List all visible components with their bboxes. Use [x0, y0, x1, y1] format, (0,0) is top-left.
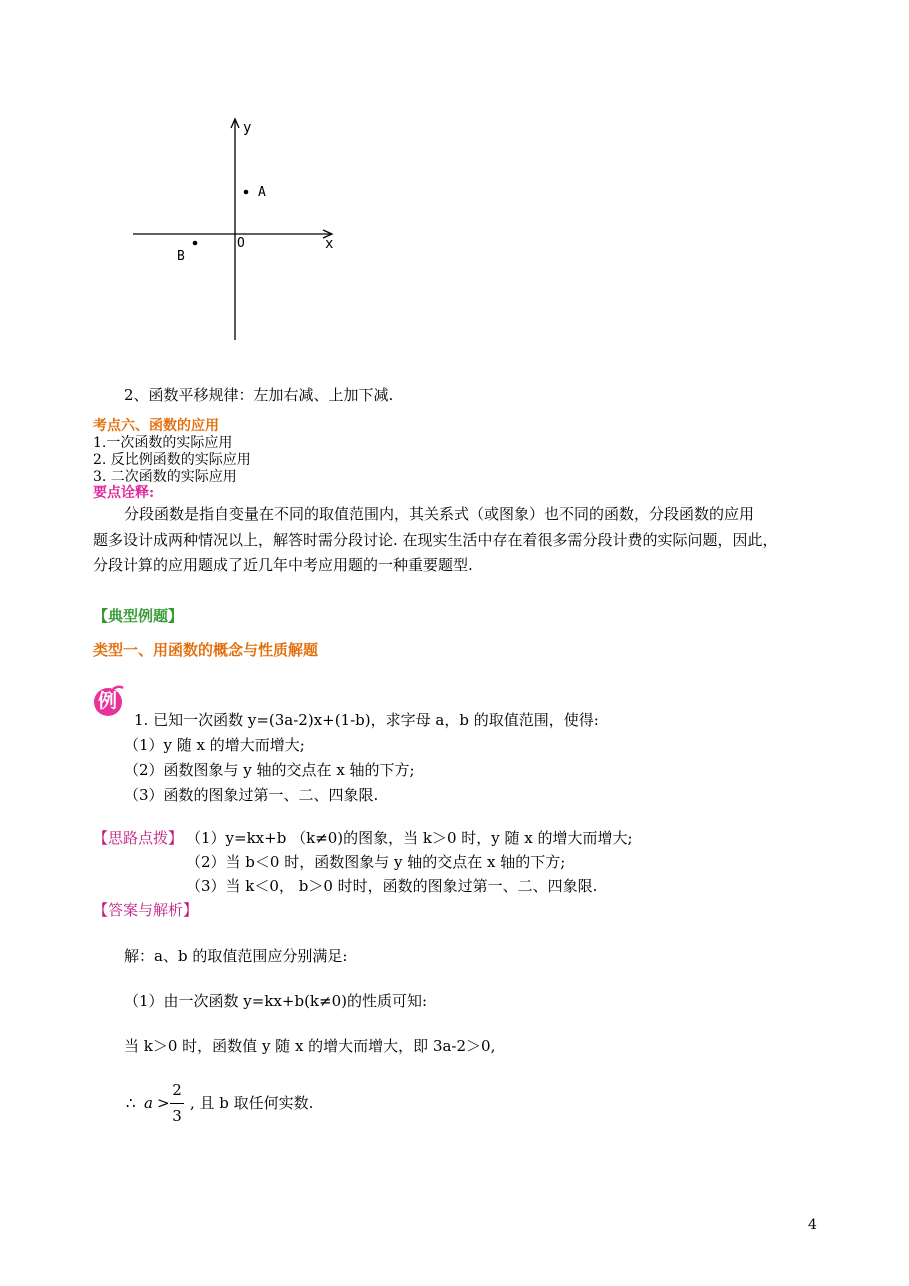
- note-paragraph-line: 分段函数是指自变量在不同的取值范围内，其关系式（或图象）也不同的函数，分段函数的应用: [124, 505, 755, 523]
- x-axis-label: x: [325, 236, 334, 252]
- page-number: 4: [808, 1217, 817, 1233]
- hint-line: （1）y=kx+b （k≠0)的图象，当 k＞0 时，y 随 x 的增大而增大;: [186, 829, 633, 847]
- point-a: [244, 190, 249, 195]
- section6-item: 2. 反比例函数的实际应用: [93, 452, 251, 468]
- fraction-denominator: 3: [172, 1107, 182, 1125]
- section6-item: 1.一次函数的实际应用: [93, 435, 233, 451]
- point-b-label: B: [177, 249, 185, 264]
- example-part: （3）函数的图象过第一、二、四象限.: [124, 786, 379, 804]
- hint-line: （3）当 k＜0， b＞0 时时，函数的图象过第一、二、四象限.: [186, 877, 598, 895]
- example-part: （1）y 随 x 的增大而增大;: [124, 736, 305, 754]
- coordinate-graph: [125, 115, 345, 350]
- variable-a: a: [144, 1094, 153, 1112]
- note-paragraph-line: 题多设计成两种情况以上，解答时需分段讨论. 在现实生活中存在着很多需分段计费的实际问题，因此，: [93, 531, 778, 549]
- answer-line: 当 k＞0 时，函数值 y 随 x 的增大而增大，即 3a-2＞0,: [124, 1037, 496, 1055]
- therefore-symbol: ∴: [126, 1094, 136, 1112]
- example-badge-icon: [93, 683, 127, 717]
- section6-heading: 考点六、函数的应用: [93, 418, 219, 434]
- answer-line: 解：a、b 的取值范围应分别满足:: [124, 947, 348, 965]
- answer-label: 【答案与解析】: [93, 901, 199, 919]
- fraction-bar: [170, 1103, 184, 1104]
- section6-item: 3. 二次函数的实际应用: [93, 469, 237, 485]
- answer-inequality: [124, 1080, 384, 1128]
- y-axis-label: y: [243, 120, 252, 136]
- answer-tail: , 且 b 取任何实数.: [190, 1094, 314, 1112]
- note-heading: 要点诠释:: [93, 485, 155, 501]
- point-b: [193, 241, 198, 246]
- shift-rule: 2、函数平移规律：左加右减、上加下减.: [124, 386, 394, 404]
- hint-line: （2）当 b＜0 时，函数图象与 y 轴的交点在 x 轴的下方;: [186, 853, 566, 871]
- example-part: （2）函数图象与 y 轴的交点在 x 轴的下方;: [124, 761, 415, 779]
- examples-heading: 【典型例题】: [93, 607, 184, 625]
- origin-label: O: [237, 236, 245, 251]
- point-a-label: A: [258, 185, 266, 200]
- type1-heading: 类型一、用函数的概念与性质解题: [93, 641, 319, 659]
- fraction-numerator: 2: [172, 1081, 182, 1099]
- example-badge-label: 例: [98, 690, 118, 712]
- hint-label: 【思路点拨】: [93, 829, 184, 847]
- greater-than: >: [157, 1094, 170, 1112]
- note-paragraph-line: 分段计算的应用题成了近几年中考应用题的一种重要题型.: [93, 556, 473, 574]
- answer-line: （1）由一次函数 y=kx+b(k≠0)的性质可知:: [124, 992, 428, 1010]
- example-question: 1. 已知一次函数 y=(3a-2)x+(1-b)，求字母 a，b 的取值范围，使得:: [134, 711, 599, 729]
